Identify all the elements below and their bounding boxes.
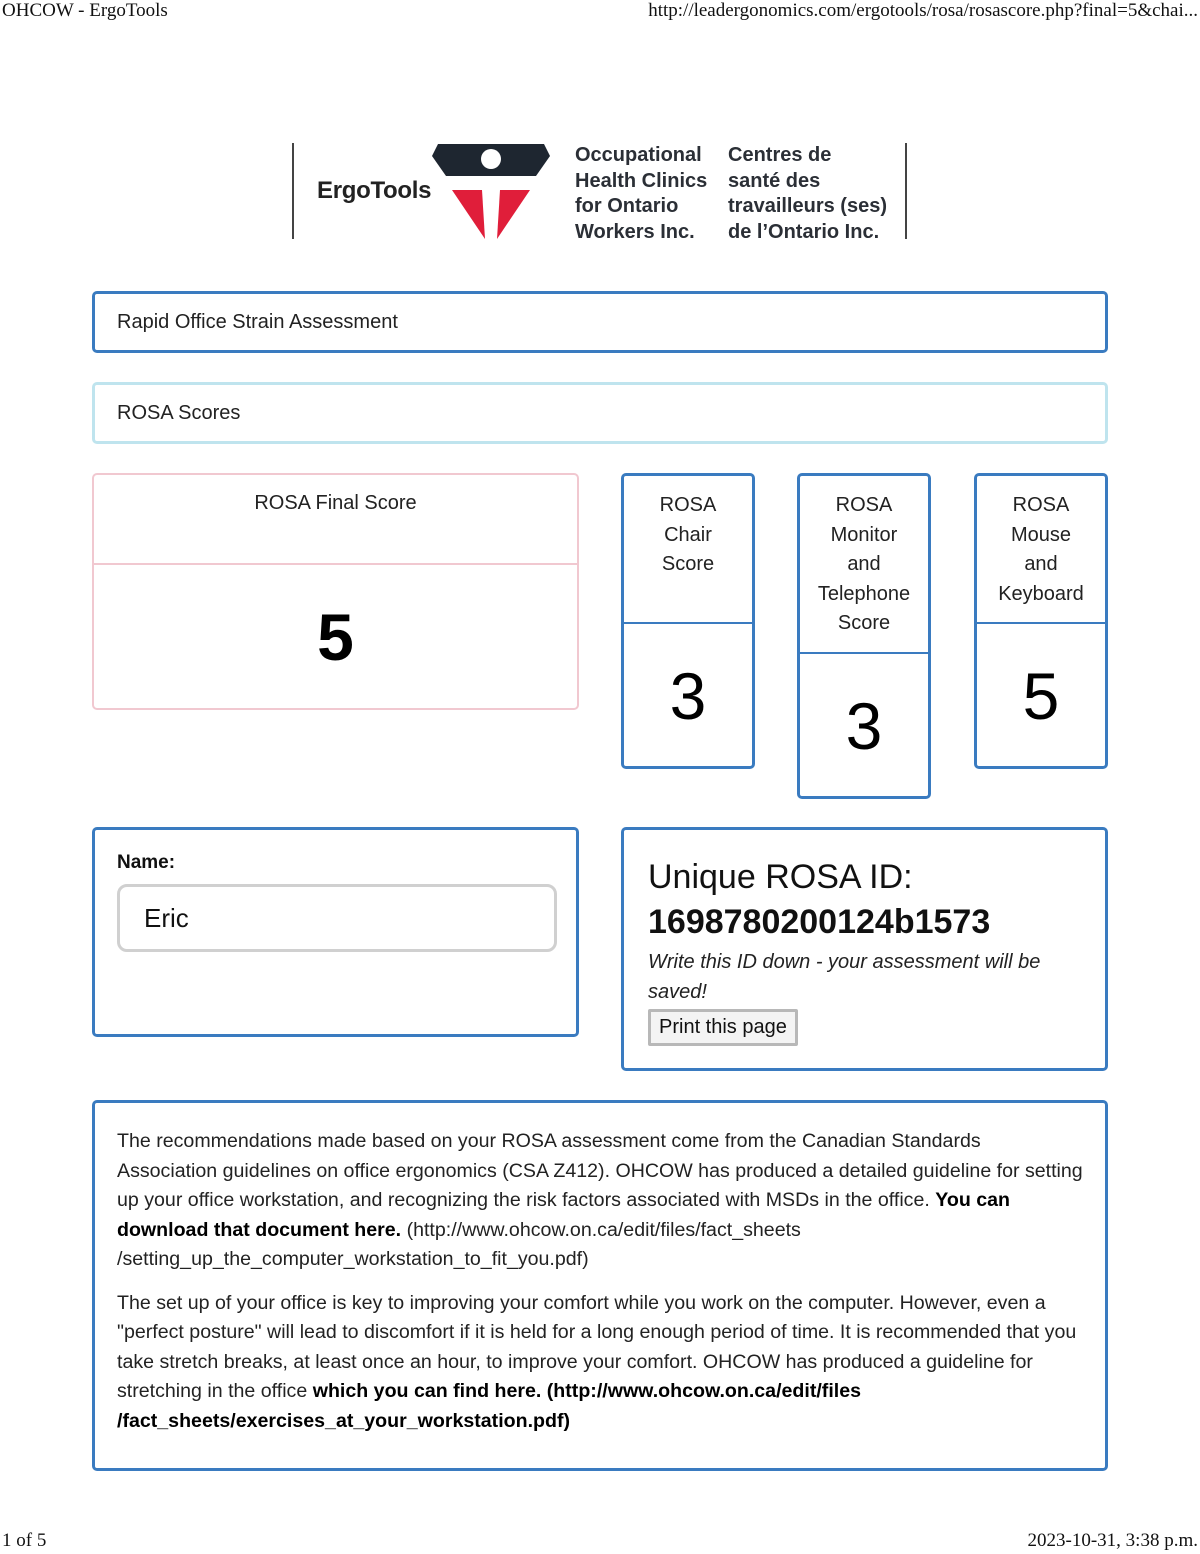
stretching-guideline-link[interactable]: which you can find here. (http://www.ohcow.on.ca/edit/files /fact_sheets/exercises_at_your_workstation.pdf) <box>117 1380 862 1432</box>
ergotools-brand: ErgoTools <box>317 177 432 204</box>
logo-divider-right <box>905 143 907 239</box>
mouse-keyboard-score-label: ROSA Mouse and Keyboard <box>977 476 1105 624</box>
download-document-link[interactable]: You can download that document here. <box>117 1189 1011 1241</box>
final-score-label: ROSA Final Score <box>94 475 577 565</box>
print-header <box>0 0 1200 26</box>
logo-divider-left <box>292 143 294 239</box>
chair-score-label: ROSA Chair Score <box>624 476 752 624</box>
page-counter: 1 of 5 <box>2 1530 47 1551</box>
print-page-button[interactable]: Print this page <box>648 1009 798 1046</box>
mouse-keyboard-score-card <box>974 473 1108 769</box>
monitor-telephone-score-card <box>797 473 931 799</box>
org-name-english: Occupational Health Clinics for Ontario Workers Inc. <box>575 144 708 243</box>
page-title: OHCOW - ErgoTools <box>2 0 168 21</box>
name-input[interactable] <box>117 884 557 952</box>
page-url: http://leadergonomics.com/ergotools/rosa/rosascore.php?final=5&chai... <box>648 0 1198 21</box>
guideline-paragraph: The recommendations made based on your ROSA assessment come from the Canadian Standards Association guidelines on office ergonomics (CSA Z412). OHCOW has produced a detailed guideline for setting up your office workstation, and recognizing the risk factors associated with MSDs in the office. You can download that document here. (http://www.ohcow.on.ca/edit/files/fact_sheets /setting_up_the_computer_workstation_to_fit_you.pdf) <box>117 1130 1083 1270</box>
assessment-title-header: Rapid Office Strain Assessment <box>92 291 1108 353</box>
rosa-id-note: Write this ID down - your assessment will be saved! <box>648 951 1041 1003</box>
print-footer <box>0 1530 1200 1554</box>
chair-score-card <box>621 473 755 769</box>
ohcow-logo <box>292 143 908 241</box>
workstation-pdf-url: (http://www.ohcow.on.ca/edit/files/fact_sheets /setting_up_the_computer_workstation_to_fit_you.pdf) <box>117 1218 801 1270</box>
final-score-value: 5 <box>317 600 354 674</box>
print-timestamp: 2023-10-31, 3:38 p.m. <box>1027 1530 1198 1551</box>
rosa-id-panel <box>621 827 1108 1071</box>
name-label: Name: <box>117 852 176 873</box>
recommendations-panel <box>92 1100 1108 1471</box>
mouse-keyboard-score-value: 5 <box>1022 659 1060 733</box>
org-name-french: Centres de santé des travailleurs (ses) de l’Ontario Inc. <box>728 144 887 243</box>
stretching-paragraph: The set up of your office is key to improving your comfort while you work on the computer. However, even a "perfect posture" will lead to discomfort if it is held for a long enough period of time. It is recommended that you take stretch breaks, at least once an hour, to improve your comfort. OHCOW has produced a guideline for stretching in the office which you can find here. (http://www.ohcow.on.ca/edit/files /fact_sheets/exercises_at_your_workstation.pdf) <box>117 1291 1077 1432</box>
monitor-telephone-score-value: 3 <box>845 689 883 763</box>
final-score-card <box>92 473 579 710</box>
rosa-id-value: 1698780200124b1573 <box>648 903 991 941</box>
monitor-telephone-score-label: ROSA Monitor and Telephone Score <box>800 476 928 654</box>
rosa-id-title: Unique ROSA ID: <box>648 858 913 896</box>
name-panel <box>92 827 579 1037</box>
chair-score-value: 3 <box>669 659 707 733</box>
ohcow-emblem-icon <box>432 143 550 241</box>
rosa-scores-header: ROSA Scores <box>92 382 1108 444</box>
